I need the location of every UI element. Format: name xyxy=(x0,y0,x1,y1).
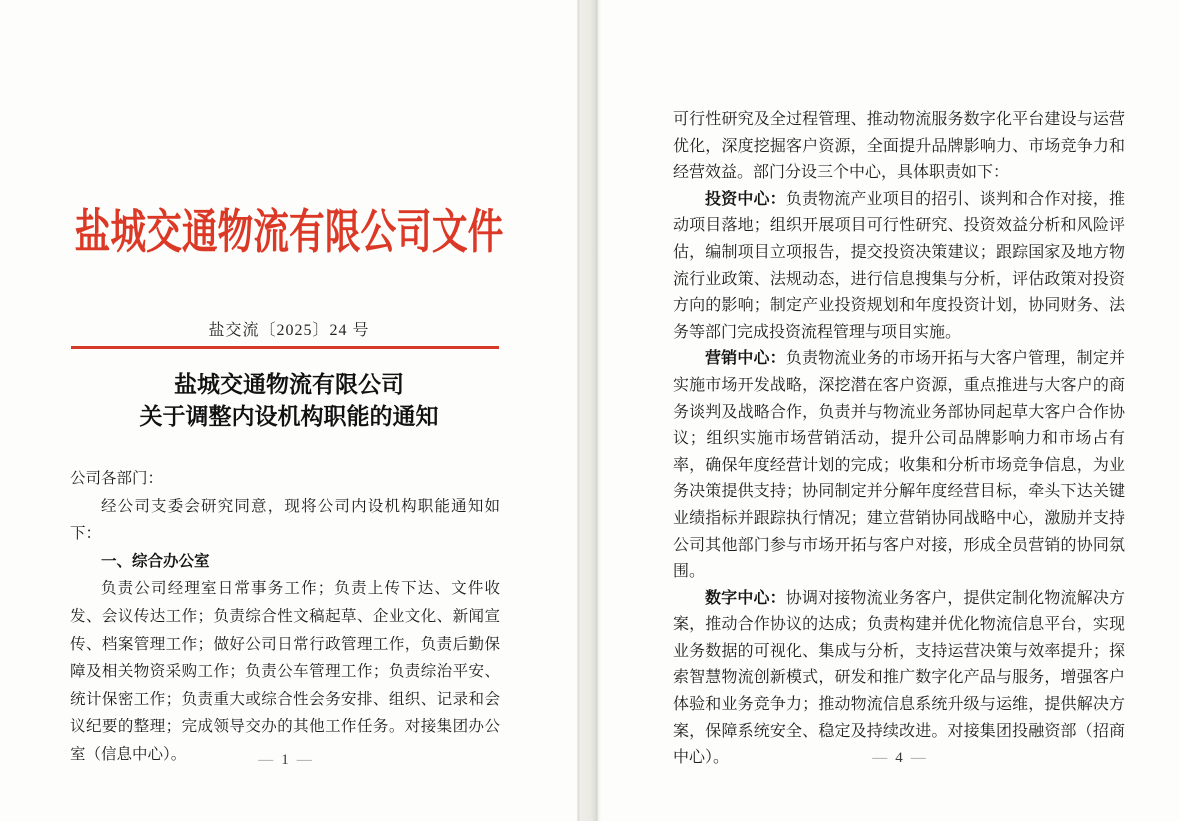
section-heading: 一、综合办公室 xyxy=(101,552,210,570)
page-4 xyxy=(601,0,1179,821)
page-number-dash-right: — xyxy=(910,750,926,766)
page-1-body xyxy=(70,465,500,769)
investment-center-heading: 投资中心： xyxy=(705,190,786,208)
continuation-paragraph: 可行性研究及全过程管理、推动物流服务数字化平台建设与运营优化，深度挖掘客户资源，全面提升品牌影响力、市场竞争力和经营效益。部门分设三个中心，具体职责如下： xyxy=(673,111,1125,182)
page-number-1 xyxy=(70,750,500,770)
document-title-line1: 盐城交通物流有限公司 xyxy=(174,372,404,397)
red-letterhead-text: 盐城交通物流有限公司文件 xyxy=(74,207,504,259)
page-number-dash-right: — xyxy=(296,752,312,768)
salutation: 公司各部门： xyxy=(70,470,164,487)
document-title xyxy=(74,369,504,433)
digital-center-heading: 数字中心： xyxy=(705,589,786,607)
intro-paragraph: 经公司支委会研究同意，现将公司内设机构职能通知如下： xyxy=(70,497,500,543)
page-number-4 xyxy=(673,748,1125,768)
document-title-line2: 关于调整内设机构职能的通知 xyxy=(139,404,439,429)
page-number-dash-left: — xyxy=(258,752,274,768)
red-letterhead-title xyxy=(0,203,578,263)
marketing-center-paragraph xyxy=(673,346,1125,585)
document-number: 盐交流〔2025〕24 号 xyxy=(208,322,370,339)
section-body-paragraph: 负责公司经理室日常事务工作；负责上传下达、文件收发、会议传达工作；负责综合性文稿起草、企业文化、新闻宣传、档案管理工作；做好公司日常行政管理工作，负责后勤保障及相关物资采购工作；负责公车管理工作；负责综治平安、统计保密工作；负责重大或综合性会务安排、组织、记录和会议纪要的整理；完成领导交办的其他工作任务。对接集团办公室（信息中心）。 xyxy=(70,580,500,763)
digital-center-paragraph xyxy=(673,586,1125,772)
page-edge-seam xyxy=(577,0,601,821)
page-number-dash-left: — xyxy=(872,750,888,766)
page-1 xyxy=(0,0,578,821)
marketing-center-body: 负责物流业务的市场开拓与大客户管理，制定并实施市场开发战略，深挖潜在客户资源，重点推进与大客户的商务谈判及战略合作，负责并与物流业务部协同起草大客户合作协议；组织实施市场营销活动，提升公司品牌影响力和市场占有率，确保年度经营计划的完成；收集和分析市场竞争信息，为业务决策提供支持；协同制定并分解年度经营目标，牵头下达关键业绩指标并跟踪执行情况；建立营销协同战略中心，激励并支持公司其他部门参与市场开拓与客户对接，形成全员营销的协同氛围。 xyxy=(673,350,1125,581)
page-number-value: 4 xyxy=(895,750,903,766)
digital-center-body: 协调对接物流业务客户，提供定制化物流解决方案，推动合作协议的达成；负责构建并优化物流信息平台，实现业务数据的可视化、集成与分析，支持运营决策与效率提升；探索智慧物流创新模式，研发和推广数字化产品与服务，增强客户体验和业务竞争力；推动物流信息系统升级与运维，提供解决方案，保障系统安全、稳定及持续改进。对接集团投融资部（招商中心）。 xyxy=(673,589,1125,767)
marketing-center-heading: 营销中心： xyxy=(705,350,786,368)
page-4-body xyxy=(673,107,1125,772)
red-separator-line xyxy=(71,346,499,349)
page-number-value: 1 xyxy=(281,752,289,768)
investment-center-paragraph xyxy=(673,187,1125,347)
investment-center-body: 负责物流产业项目的招引、谈判和合作对接，推动项目落地；组织开展项目可行性研究、投资效益分析和风险评估，编制项目立项报告，提交投资决策建议；跟踪国家及地方物流行业政策、法规动态，进行信息搜集与分析，评估政策对投资方向的影响；制定产业投资规划和年度投资计划，协同财务、法务等部门完成投资流程管理与项目实施。 xyxy=(673,190,1125,341)
